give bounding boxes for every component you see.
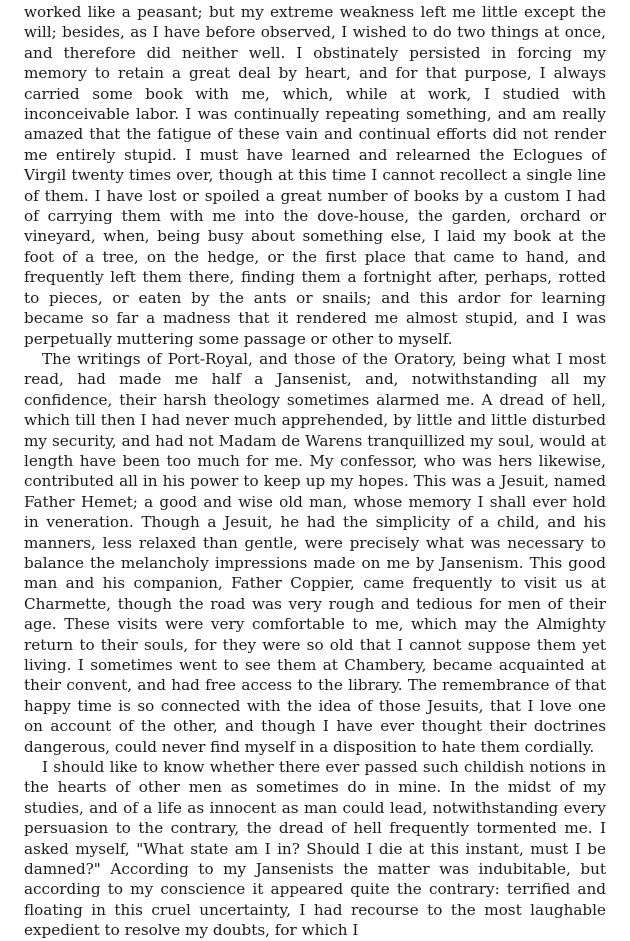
paragraph-childish-notions: I should like to know whether there ever passed such childish notions in the hearts of other men as sometimes do in mine. In the midst of my studies, and of a life as innocent as man could lead, notwithstanding every persuasion to the contrary, the dread of hell frequently tormented me. I asked myself, "What state am I in? Should I die at this instant, must I be damned?" According to my Jansenists the matter was indubitable, but according to my conscience it appeared quite the contrary: terrified and floating in this cruel uncertainty, I had recourse to the most laughable expedient to resolve my doubts, for which I — [24, 758, 606, 940]
paragraph-continued: worked like a peasant; but my extreme weakness left me little except the will; besides, as I have before observed, I wished to do two things at once, and therefore did neither well. I obstinately persisted in forcing my memory to retain a great deal by heart, and for that purpose, I always carried some book with me, which, while at work, I studied with inconceivable labor. I was continually repeating something, and am really amazed that the fatigue of these vain and continual efforts did not render me entirely stupid. I must have learned and relearned the Eclogues of Virgil twenty times over, though at this time I cannot recollect a single line of them. I have lost or spoiled a great number of books by a custom I had of carrying them with me into the dove-house, the garden, orchard or vineyard, when, being busy about something else, I laid my book at the foot of a tree, on the hedge, or the first place that came to hand, and frequently left them there, finding them a fortnight after, perhaps, rotted to pieces, or eaten by the ants or snails; and this ardor for learning became so far a madness that it rendered me almost stupid, and I was perpetually muttering some passage or other to myself. — [24, 3, 606, 348]
paragraph-port-royal: The writings of Port-Royal, and those of the Oratory, being what I most read, had made me half a Jansenist, and, notwithstanding all my confidence, their harsh theology sometimes alarmed me. A dread of hell, which till then I had never much apprehended, by little and little disturbed my security, and had not Madam de Warens tranquillized my soul, would at length have been too much for me. My confessor, who was hers likewise, contributed all in his power to keep up my hopes. This was a Jesuit, named Father Hemet; a good and wise old man, whose memory I shall ever hold in veneration. Though a Jesuit, he had the simplicity of a child, and his manners, less relaxed than gentle, were precisely what was necessary to balance the melancholy impressions made on me by Jansenism. This good man and his companion, Father Coppier, came frequently to visit us at Charmette, though the road was very rough and tedious for men of their age. These visits were very comfortable to me, which may the Almighty return to their souls, for they were so old that I cannot suppose them yet living. I sometimes went to see them at Chambery, became acquainted at their convent, and had free access to the library. The remembrance of that happy time is so connected with the idea of those Jesuits, that I love one on account of the other, and though I have ever thought their doctrines dangerous, could never find myself in a disposition to hate them cordially. — [24, 349, 606, 756]
